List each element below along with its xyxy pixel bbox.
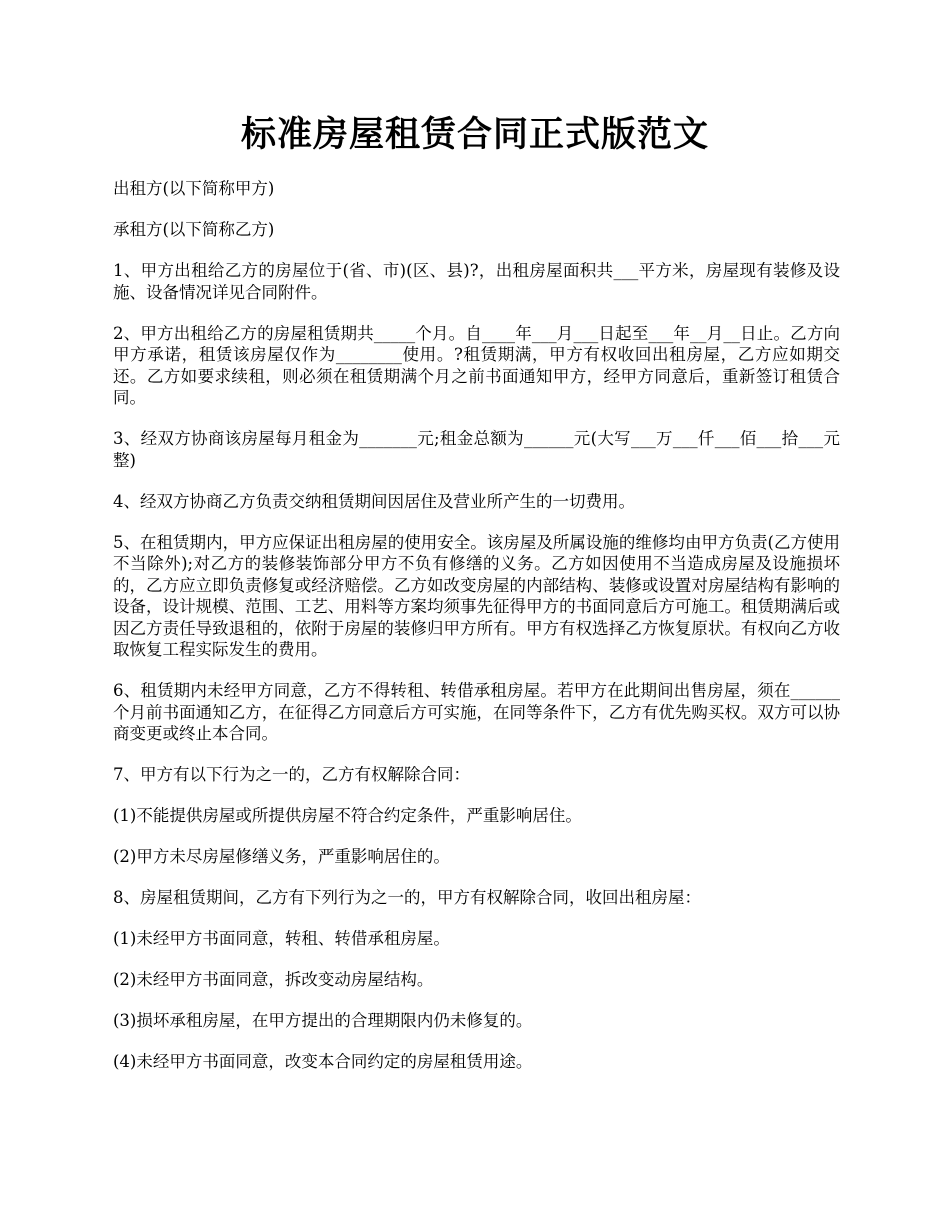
document-title: 标准房屋租赁合同正式版范文 — [240, 114, 709, 155]
clause-7-item-1: (1)不能提供房屋或所提供房屋不符合约定条件，严重影响居住。 — [113, 806, 582, 825]
party-lessee: 承租方(以下简称乙方) — [113, 220, 275, 239]
clause-8-item-1: (1)未经甲方书面同意，转租、转借承租房屋。 — [113, 929, 450, 948]
clause-7: 7、甲方有以下行为之一的，乙方有权解除合同： — [113, 765, 470, 784]
clause-6: 6、租赁期内未经甲方同意，乙方不得转租、转借承租房屋。若甲方在此期间出售房屋，须在______个月前书面通知乙方，在征得乙方同意后方可实施，在同等条件下，乙方有优先购买权。双方可以协商变更或终止本合同。 — [113, 681, 840, 743]
clause-8: 8、房屋租赁期间，乙方有下列行为之一的，甲方有权解除合同，收回出租房屋： — [113, 888, 701, 907]
clause-8-item-4: (4)未经甲方书面同意，改变本合同约定的房屋租赁用途。 — [113, 1052, 533, 1071]
clause-8-item-3: (3)损坏承租房屋，在甲方提出的合理期限内仍未修复的。 — [113, 1011, 533, 1030]
clause-4: 4、经双方协商乙方负责交纳租赁期间因居住及营业所产生的一切费用。 — [113, 491, 635, 511]
clause-8-item-2: (2)未经甲方书面同意，拆改变动房屋结构。 — [113, 970, 434, 989]
clause-5: 5、在租赁期内，甲方应保证出租房屋的使用安全。该房屋及所属设施的维修均由甲方负责(乙方使用不当除外);对乙方的装修装饰部分甲方不负有修缮的义务。乙方如因使用不当造成房屋及设施损坏的，乙方应立即负责修复或经济赔偿。乙方如改变房屋的内部结构、装修或设置对房屋结构有影响的设备，设计规模、范围、工艺、用料等方案均须事先征得甲方的书面同意后方可施工。租赁期满后或因乙方责任导致退租的，依附于房屋的装修归甲方所有。甲方有权选择乙方恢复原状。有权向乙方收取恢复工程实际发生的费用。 — [113, 532, 840, 659]
party-lessor: 出租方(以下简称甲方) — [113, 179, 275, 198]
clause-3: 3、经双方协商该房屋每月租金为_______元;租金总额为______元(大写___万___仟___佰___拾___元整) — [113, 429, 840, 470]
document-body — [113, 178, 840, 1092]
clause-1: 1、甲方出租给乙方的房屋位于(省、市)(区、县)?，出租房屋面积共___平方米，房屋现有装修及设施、设备情况详见合同附件。 — [113, 261, 840, 302]
clause-2: 2、甲方出租给乙方的房屋租赁期共_____个月。自____年___月___日起至___年__月__日止。乙方向甲方承诺，租赁该房屋仅作为________使用。?租赁期满，甲方有权收回出租房屋，乙方应如期交还。乙方如要求续租，则必须在租赁期满个月之前书面通知甲方，经甲方同意后，重新签订租赁合同。 — [113, 323, 840, 407]
clause-7-item-2: (2)甲方未尽房屋修缮义务，严重影响居住的。 — [113, 847, 450, 866]
